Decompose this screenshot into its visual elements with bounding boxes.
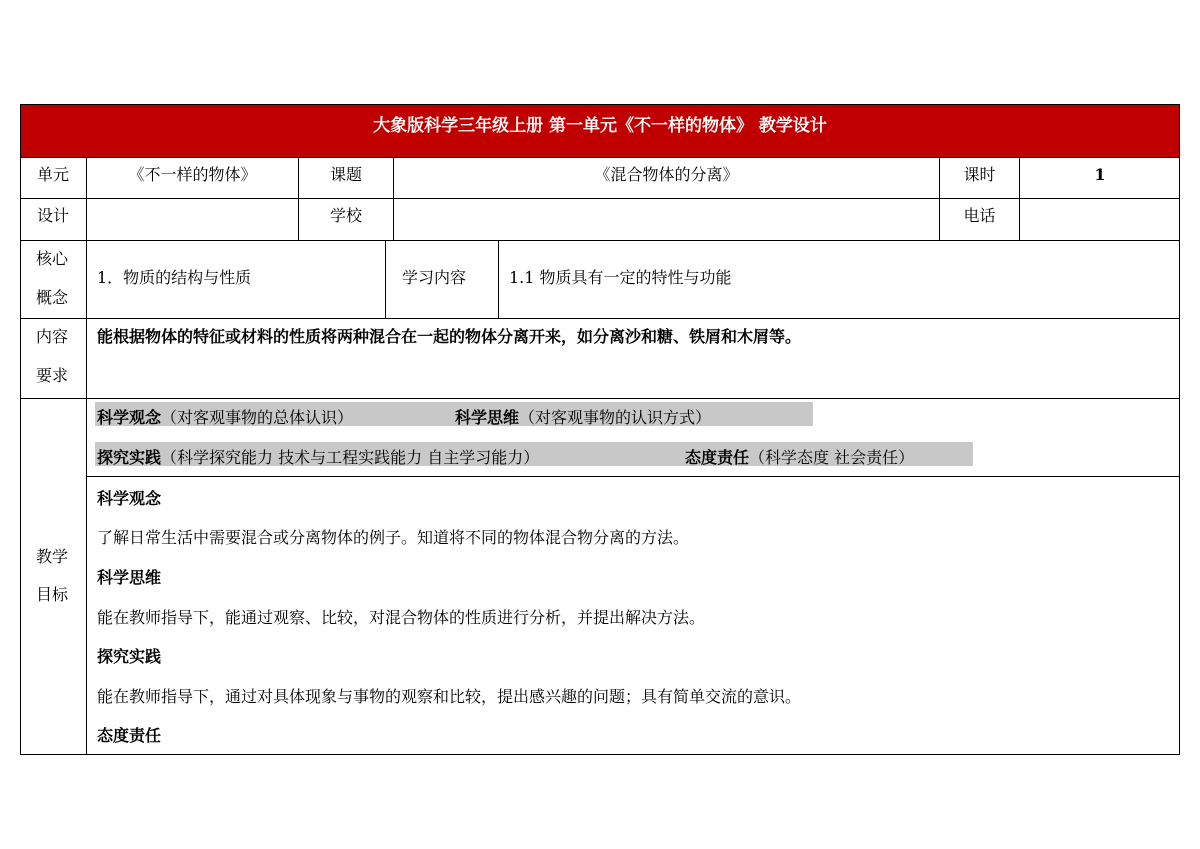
goals-label [20,398,87,755]
goal-text-concept: 了解日常生活中需要混合或分离物体的例子。知道将不同的物体混合物分离的方法。 [97,528,690,547]
tag-science-thinking [455,405,711,428]
content-label [386,240,499,318]
phone-label: 电话 [940,198,1020,240]
content-label-text: 学习内容 [402,268,467,287]
tag3-rest: （科学探究能力 技术与工程实践能力 自主学习能力） [161,448,540,467]
row-unit [20,157,1180,198]
req-label-line2: 要求 [36,366,69,385]
tag1-bold: 科学观念 [97,408,162,427]
school-label: 学校 [299,198,394,240]
goal-heading-attitude: 态度责任 [97,726,162,745]
content-value-text: 1.1 物质具有一定的特性与功能 [509,268,732,287]
row-requirements [20,318,1180,398]
tag4-bold: 态度责任 [685,448,750,467]
topic-label: 课题 [299,157,394,198]
goal-text-practice: 能在教师指导下，通过对具体现象与事物的观察和比较，提出感兴趣的问题；具有简单交流的意识。 [97,687,802,706]
row-design [20,198,1180,240]
core-value [87,240,386,318]
topic-value: 《混合物体的分离》 [394,157,940,198]
content-value [499,240,1180,318]
goal-text-thinking: 能在教师指导下，能通过观察、比较，对混合物体的性质进行分析，并提出解决方法。 [97,608,706,627]
tag3-bold: 探究实践 [97,448,162,467]
hours-label: 课时 [940,157,1020,198]
goals-label-line1: 教学 [36,547,69,566]
unit-label: 单元 [20,157,87,198]
goal-heading-thinking: 科学思维 [97,568,162,587]
row-core-concept [20,240,1180,318]
goals-label-line2: 目标 [36,585,69,604]
core-value-text: 1．物质的结构与性质 [97,268,252,287]
goal-heading-concept: 科学观念 [97,489,162,508]
phone-value[interactable] [1020,198,1180,240]
unit-value: 《不一样的物体》 [87,157,299,198]
req-value-text: 能根据物体的特征或材料的性质将两种混合在一起的物体分离开来，如分离沙和糖、铁屑和木屑等。 [97,327,802,346]
req-value [87,318,1180,398]
core-label-line1: 核心 [36,249,69,268]
core-label-line2: 概念 [36,288,69,307]
design-value[interactable] [87,198,299,240]
tag2-rest: （对客观事物的认识方式） [519,408,712,427]
tag2-bold: 科学思维 [455,408,520,427]
tag-inquiry-practice [97,445,539,468]
school-value[interactable] [394,198,940,240]
goals-content [87,398,1180,755]
tag1-rest: （对客观事物的总体认识） [161,408,354,427]
core-label [20,240,87,318]
document-title: 大象版科学三年级上册 第一单元《不一样的物体》 教学设计 [21,105,1179,157]
row-teaching-goals [20,398,1180,755]
design-label: 设计 [20,198,87,240]
hours-value: 1 [1094,165,1106,184]
goal-heading-practice: 探究实践 [97,647,162,666]
req-label-line1: 内容 [36,327,69,346]
tag-attitude-responsibility [685,445,914,468]
tag-science-concept [97,405,353,428]
req-label [20,318,87,398]
tag4-rest: （科学态度 社会责任） [749,448,915,467]
